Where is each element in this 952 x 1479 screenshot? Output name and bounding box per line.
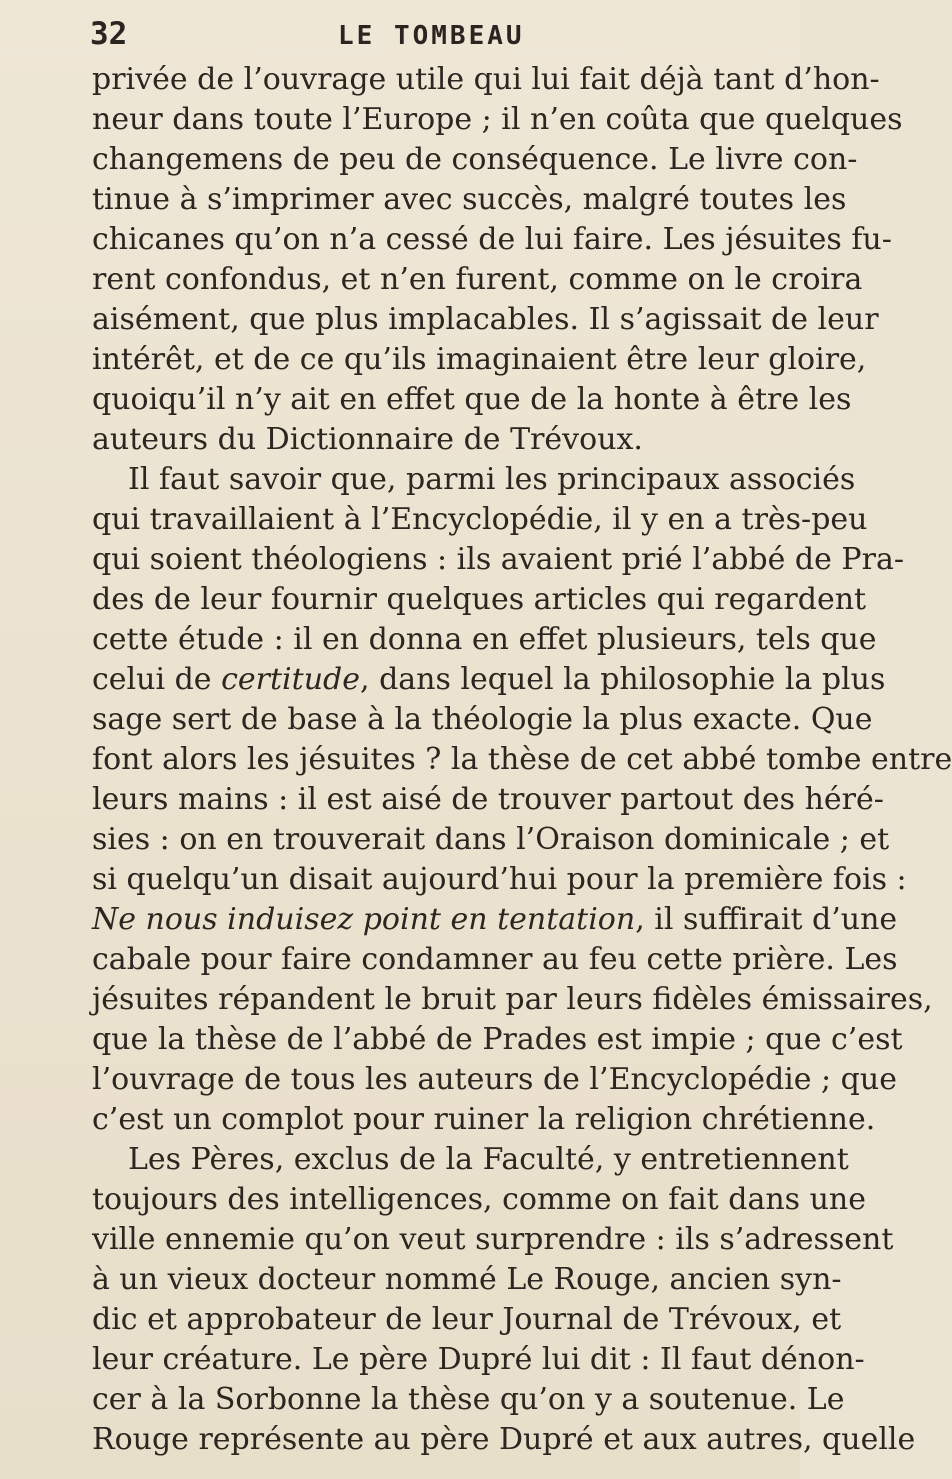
italic-term: certitude [221, 662, 360, 697]
text-line [92, 660, 886, 700]
text-line: quoiqu’il n’y ait en effet que de la honte à être les [92, 382, 852, 417]
text-line: des de leur fournir quelques articles qui regardent [92, 582, 867, 617]
text-line: sies : on en trouverait dans l’Oraison dominicale ; et [92, 822, 890, 857]
text-run: , il suffirait d’une [635, 902, 898, 937]
text-line: qui travaillaient à l’Encyclopédie, il y en a très-peu [92, 502, 868, 537]
text-run: , dans lequel la philosophie la plus [360, 662, 886, 697]
text-line: si quelqu’un disait aujourd’hui pour la première fois : [92, 862, 907, 897]
text-line: que la thèse de l’abbé de Prades est impie ; que c’est [92, 1022, 903, 1057]
text-line [92, 900, 898, 940]
text-line: aisément, que plus implacables. Il s’agissait de leur [92, 302, 879, 337]
text-line: l’ouvrage de tous les auteurs de l’Encyclopédie ; que [92, 1062, 897, 1097]
text-line: tinue à s’imprimer avec succès, malgré toutes les [92, 182, 847, 217]
running-title: LE TOMBEAU [338, 21, 525, 51]
text-line: Il faut savoir que, parmi les principaux associés [128, 462, 856, 497]
text-line: sage sert de base à la théologie la plus exacte. Que [92, 702, 873, 737]
body-text [0, 60, 952, 1457]
text-line: Les Pères, exclus de la Faculté, y entretiennent [128, 1142, 849, 1177]
text-line: rent confondus, et n’en furent, comme on le croira [92, 262, 863, 297]
text-line: changemens de peu de conséquence. Le livre con- [92, 142, 858, 177]
page-header [0, 14, 800, 54]
text-line: jésuites répandent le bruit par leurs fidèles émissaires, [92, 982, 933, 1017]
text-line: ville ennemie qu’on veut surprendre : ils s’adressent [92, 1222, 894, 1257]
text-line: cer à la Sorbonne la thèse qu’on y a soutenue. Le [92, 1382, 845, 1417]
text-line: cabale pour faire condamner au feu cette prière. Les [92, 942, 898, 977]
text-line: neur dans toute l’Europe ; il n’en coûta que quelques [92, 102, 903, 137]
text-line: auteurs du Dictionnaire de Trévoux. [92, 422, 643, 457]
text-line: Rouge représente au père Dupré et aux autres, quelle [92, 1422, 916, 1457]
page-number: 32 [90, 16, 128, 52]
text-line: à un vieux docteur nommé Le Rouge, ancien syn- [92, 1262, 842, 1297]
text-line: c’est un complot pour ruiner la religion chrétienne. [92, 1102, 876, 1137]
text-line: intérêt, et de ce qu’ils imaginaient être leur gloire, [92, 342, 867, 377]
text-line: privée de l’ouvrage utile qui lui fait déjà tant d’hon- [92, 62, 880, 97]
text-line: leur créature. Le père Dupré lui dit : Il faut dénon- [92, 1342, 865, 1377]
text-line: toujours des intelligences, comme on fait dans une [92, 1182, 866, 1217]
text-line: font alors les jésuites ? la thèse de cet abbé tombe entre [92, 742, 952, 777]
text-line: chicanes qu’on n’a cessé de lui faire. Les jésuites fu- [92, 222, 892, 257]
text-run: celui de [92, 662, 222, 697]
text-line: leurs mains : il est aisé de trouver partout des héré- [92, 782, 884, 817]
text-line: qui soient théologiens : ils avaient prié l’abbé de Pra- [92, 542, 904, 577]
italic-quote: Ne nous induisez point en tentation [92, 902, 636, 937]
text-line: cette étude : il en donna en effet plusieurs, tels que [92, 622, 877, 657]
text-line: dic et approbateur de leur Journal de Trévoux, et [92, 1302, 842, 1337]
